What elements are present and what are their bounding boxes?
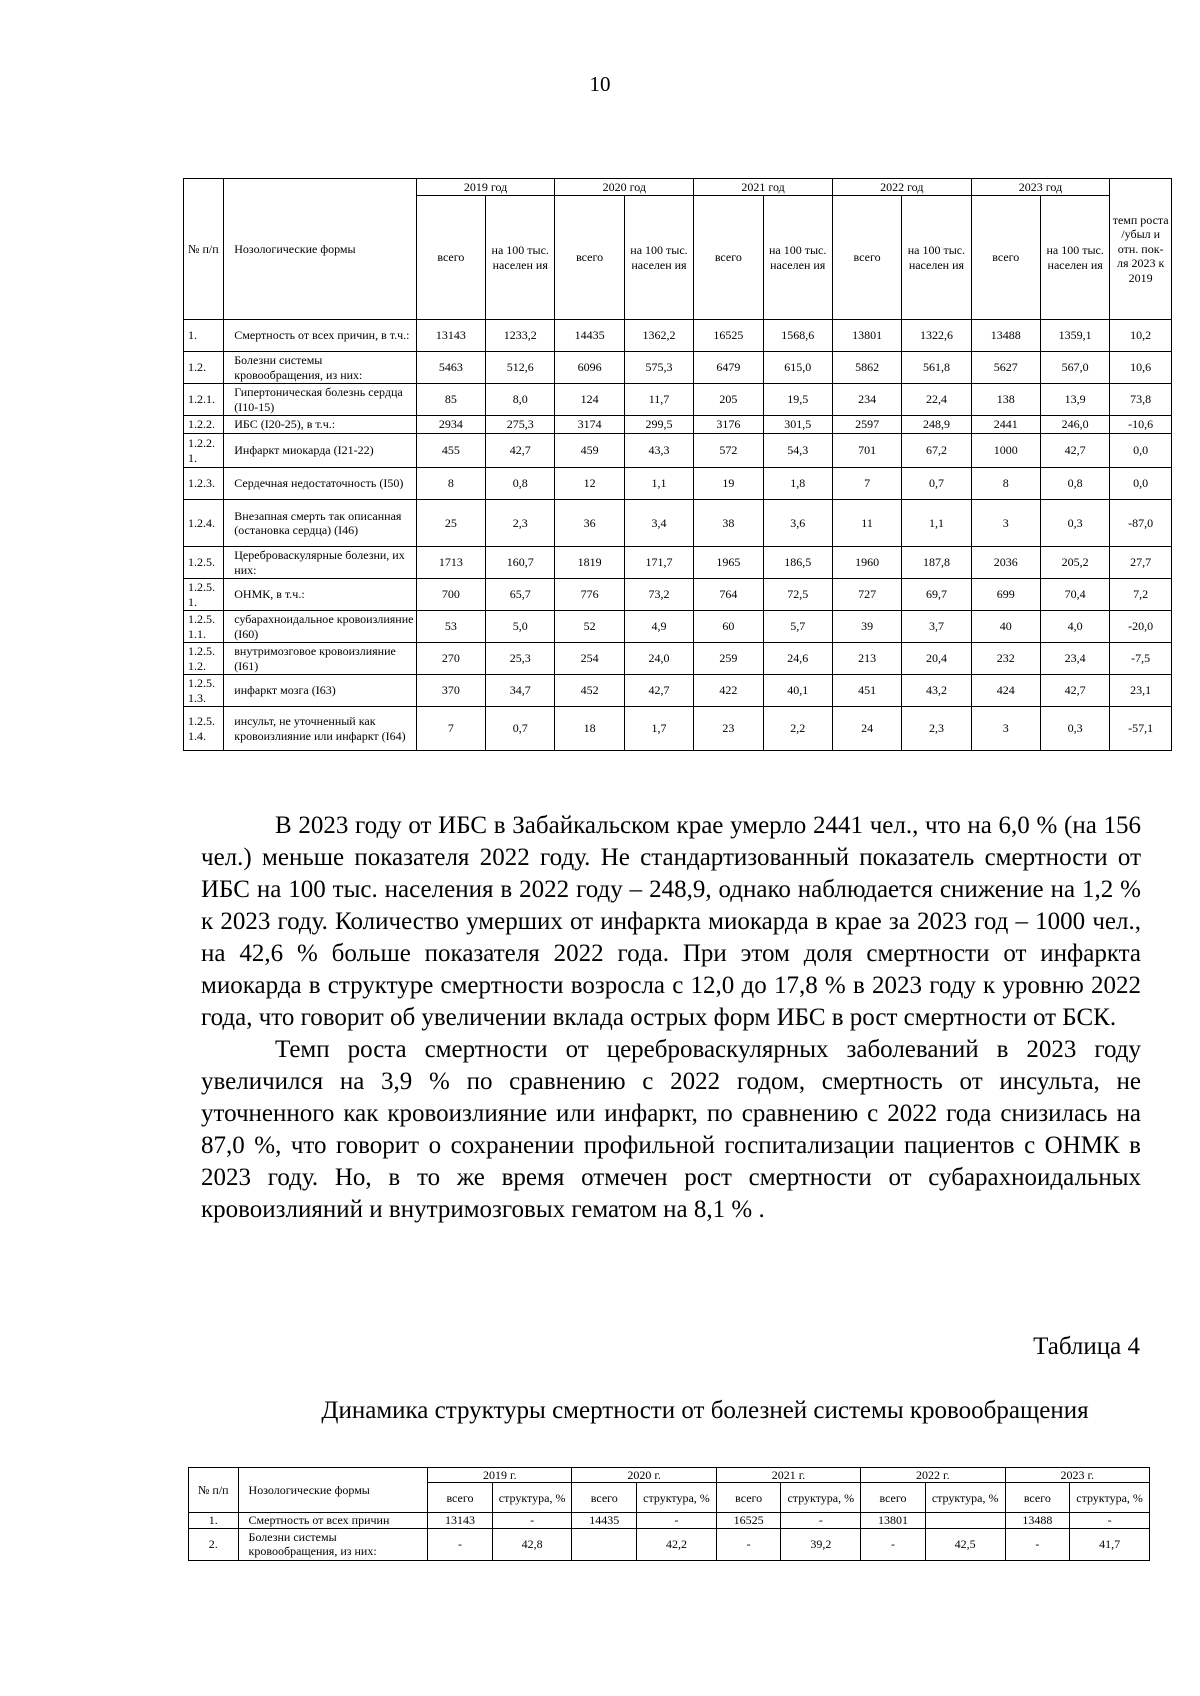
row-value: 0,8	[1040, 468, 1109, 500]
row-value: 575,3	[624, 352, 693, 384]
mortality-table	[183, 178, 1172, 751]
structure-table	[188, 1467, 1150, 1561]
header-total: всего	[694, 196, 763, 320]
row-name: Болезни системы кровообращения, из них:	[238, 1528, 428, 1560]
row-value: 452	[555, 675, 624, 707]
row-value: 171,7	[624, 547, 693, 579]
paragraph: Темп роста смертности от цереброваскулярных заболеваний в 2023 году увеличился на 3,9 % по сравнению с 2022 годом, смертность от инсульта, не уточненного как кровоизлияние или инфаркт, по сравнению с 2022 года снизилась на 87,0 %, что говорит о сохранении профильной госпитализации пациентов с ОНМК в 2023 году. Но, в то же время отмечен рост смертности от субарахноидальных кровоизлияний и внутримозговых гематом на 8,1 % .	[201, 1036, 1141, 1223]
row-value: 70,4	[1040, 579, 1109, 611]
header-year: 2022 год	[832, 179, 971, 196]
header-per100k: на 100 тыс. населен ия	[1040, 196, 1109, 320]
row-value: 4,0	[1040, 611, 1109, 643]
row-value: 2,3	[902, 707, 971, 751]
header-structure: структура, %	[637, 1483, 717, 1513]
table-row	[184, 416, 1172, 434]
row-value: 5862	[832, 352, 901, 384]
table-row	[184, 611, 1172, 643]
row-value: 0,7	[486, 707, 555, 751]
row-value: 2,3	[486, 500, 555, 547]
row-name: Цереброваскулярные болезни, их них:	[224, 547, 416, 579]
header-structure: структура, %	[1070, 1483, 1150, 1513]
header-year: 2019 год	[416, 179, 555, 196]
row-value: 1568,6	[763, 320, 832, 352]
row-value: -57,1	[1110, 707, 1172, 751]
row-value: 13488	[971, 320, 1040, 352]
row-value: -	[637, 1513, 717, 1528]
row-value: 40	[971, 611, 1040, 643]
header-year: 2023 г.	[1005, 1468, 1149, 1483]
table-row	[184, 643, 1172, 675]
table-row	[184, 320, 1172, 352]
row-value: 459	[555, 434, 624, 468]
table-caption: Таблица 4	[1033, 1333, 1140, 1360]
row-value: 42,7	[624, 675, 693, 707]
row-value: 205	[694, 384, 763, 416]
row-value: 0,7	[902, 468, 971, 500]
row-value: -	[861, 1528, 926, 1560]
row-value: 124	[555, 384, 624, 416]
header-name: Нозологические формы	[224, 179, 416, 320]
row-value: 561,8	[902, 352, 971, 384]
row-value	[572, 1528, 637, 1560]
row-value: 24	[832, 707, 901, 751]
row-value: 3,7	[902, 611, 971, 643]
header-year: 2020 год	[555, 179, 694, 196]
row-value: -	[492, 1513, 572, 1528]
row-value: 38	[694, 500, 763, 547]
header-per100k: на 100 тыс. населен ия	[624, 196, 693, 320]
row-value: 0,0	[1110, 434, 1172, 468]
row-value: 13,9	[1040, 384, 1109, 416]
header-rate: темп роста /убыл и отн. пок-ля 2023 к 2019	[1110, 179, 1172, 320]
body-text	[201, 810, 1141, 1226]
table-row	[184, 675, 1172, 707]
row-value: 11,7	[624, 384, 693, 416]
row-value: 14435	[572, 1513, 637, 1528]
row-value: 41,7	[1070, 1528, 1150, 1560]
header-total: всего	[832, 196, 901, 320]
header-year: 2023 год	[971, 179, 1110, 196]
page-number: 10	[589, 72, 611, 96]
row-value: 248,9	[902, 416, 971, 434]
row-number: 1.	[184, 320, 224, 352]
row-value: 422	[694, 675, 763, 707]
header-total: всего	[861, 1483, 926, 1513]
row-value: 22,4	[902, 384, 971, 416]
row-value: 19	[694, 468, 763, 500]
row-value: 72,5	[763, 579, 832, 611]
row-value: 2036	[971, 547, 1040, 579]
row-value: 275,3	[486, 416, 555, 434]
header-structure: структура, %	[925, 1483, 1005, 1513]
row-value: 259	[694, 643, 763, 675]
row-number: 1.2.2. 1.	[184, 434, 224, 468]
header-year: 2020 г.	[572, 1468, 716, 1483]
row-value: 16525	[716, 1513, 781, 1528]
row-number: 1.2.5.	[184, 547, 224, 579]
row-value: 3	[971, 500, 1040, 547]
row-value: 65,7	[486, 579, 555, 611]
header-total: всего	[416, 196, 485, 320]
row-value: 299,5	[624, 416, 693, 434]
header-per100k: на 100 тыс. населен ия	[902, 196, 971, 320]
header-total: всего	[716, 1483, 781, 1513]
row-value: 52	[555, 611, 624, 643]
row-name: Сердечная недостаточность (I50)	[224, 468, 416, 500]
row-value: 25,3	[486, 643, 555, 675]
row-value: 19,5	[763, 384, 832, 416]
row-name: ИБС (I20-25), в т.ч.:	[224, 416, 416, 434]
row-value: 2597	[832, 416, 901, 434]
row-value: 39	[832, 611, 901, 643]
row-value: 2934	[416, 416, 485, 434]
row-number: 1.2.5. 1.2.	[184, 643, 224, 675]
header-total: всего	[428, 1483, 493, 1513]
row-name: инфаркт мозга (I63)	[224, 675, 416, 707]
row-value: 1965	[694, 547, 763, 579]
row-value: 24,0	[624, 643, 693, 675]
row-value: 14435	[555, 320, 624, 352]
row-value: 213	[832, 643, 901, 675]
row-value: 25	[416, 500, 485, 547]
row-value: 2,2	[763, 707, 832, 751]
row-number: 1.2.4.	[184, 500, 224, 547]
row-value: -	[781, 1513, 861, 1528]
row-name: субарахноидальное кровоизлияние (I60)	[224, 611, 416, 643]
header-per100k: на 100 тыс. населен ия	[486, 196, 555, 320]
row-value: 34,7	[486, 675, 555, 707]
row-value: 1000	[971, 434, 1040, 468]
row-value: 2441	[971, 416, 1040, 434]
row-value: -87,0	[1110, 500, 1172, 547]
row-number: 1.2.5. 1.1.	[184, 611, 224, 643]
row-value: 701	[832, 434, 901, 468]
table-row	[184, 547, 1172, 579]
header-name: Нозологические формы	[238, 1468, 428, 1513]
row-value: 27,7	[1110, 547, 1172, 579]
row-value: 5,0	[486, 611, 555, 643]
row-value: 1819	[555, 547, 624, 579]
row-name: Болезни системы кровообращения, из них:	[224, 352, 416, 384]
row-number: 1.2.5. 1.	[184, 579, 224, 611]
row-value: 3,6	[763, 500, 832, 547]
row-value: 13143	[428, 1513, 493, 1528]
header-total: всего	[971, 196, 1040, 320]
row-value: 0,0	[1110, 468, 1172, 500]
table-row	[184, 434, 1172, 468]
row-value: 0,3	[1040, 500, 1109, 547]
row-value: 23,4	[1040, 643, 1109, 675]
row-value: 186,5	[763, 547, 832, 579]
row-value: 39,2	[781, 1528, 861, 1560]
row-value: 1713	[416, 547, 485, 579]
row-value: 54,3	[763, 434, 832, 468]
row-value: 727	[832, 579, 901, 611]
row-value: 10,2	[1110, 320, 1172, 352]
row-value: -	[1070, 1513, 1150, 1528]
row-value: 455	[416, 434, 485, 468]
row-value: 42,8	[492, 1528, 572, 1560]
row-value: 11	[832, 500, 901, 547]
row-value: 42,7	[1040, 675, 1109, 707]
row-value: -20,0	[1110, 611, 1172, 643]
header-num: № п/п	[189, 1468, 239, 1513]
header-num: № п/п	[184, 179, 224, 320]
row-value: 7	[416, 707, 485, 751]
table-row	[184, 468, 1172, 500]
row-value: 234	[832, 384, 901, 416]
row-number: 1.2.2.	[184, 416, 224, 434]
row-number: 1.	[189, 1513, 239, 1528]
row-number: 1.2.5. 1.3.	[184, 675, 224, 707]
row-value: 1233,2	[486, 320, 555, 352]
table-row	[184, 500, 1172, 547]
header-total: всего	[1005, 1483, 1070, 1513]
row-value: 1362,2	[624, 320, 693, 352]
row-value: 232	[971, 643, 1040, 675]
row-value: 85	[416, 384, 485, 416]
row-value: 3	[971, 707, 1040, 751]
row-value: 6096	[555, 352, 624, 384]
row-value: 6479	[694, 352, 763, 384]
header-total: всего	[572, 1483, 637, 1513]
row-value: 567,0	[1040, 352, 1109, 384]
row-number: 2.	[189, 1528, 239, 1560]
row-value: 8	[416, 468, 485, 500]
row-value: 205,2	[1040, 547, 1109, 579]
table-row	[189, 1528, 1150, 1560]
row-value: -10,6	[1110, 416, 1172, 434]
row-value: 7	[832, 468, 901, 500]
row-value: 246,0	[1040, 416, 1109, 434]
row-number: 1.2.3.	[184, 468, 224, 500]
header-row	[184, 179, 1172, 196]
row-value: 60	[694, 611, 763, 643]
row-value: 370	[416, 675, 485, 707]
header-year: 2021 г.	[716, 1468, 860, 1483]
row-value: 1,1	[902, 500, 971, 547]
row-value: 3176	[694, 416, 763, 434]
header-row	[189, 1468, 1150, 1483]
row-value: 1,8	[763, 468, 832, 500]
row-value: 23,1	[1110, 675, 1172, 707]
paragraph: В 2023 году от ИБС в Забайкальском крае умерло 2441 чел., что на 6,0 % (на 156 чел.) меньше показателя 2022 году. Не стандартизованный показатель смертности от ИБС на 100 тыс. населения в 2022 году – 248,9, однако наблюдается снижение на 1,2 % к 2023 году. Количество умерших от инфаркта миокарда в крае за 2023 год – 1000 чел., на 42,6 % больше показателя 2022 года. При этом доля смертности от инфаркта миокарда в структуре смертности возросла с 12,0 до 17,8 % в 2023 году к уровню 2022 года, что говорит об увеличении вклада острых форм ИБС в рост смертности от БСК.	[201, 812, 1141, 1031]
row-value: 40,1	[763, 675, 832, 707]
row-value: 13801	[832, 320, 901, 352]
row-value: 8	[971, 468, 1040, 500]
row-value: 1359,1	[1040, 320, 1109, 352]
row-value: 764	[694, 579, 763, 611]
row-value: 3174	[555, 416, 624, 434]
row-number: 1.2.	[184, 352, 224, 384]
row-value: 69,7	[902, 579, 971, 611]
row-value: 187,8	[902, 547, 971, 579]
header-total: всего	[555, 196, 624, 320]
row-value: 424	[971, 675, 1040, 707]
row-value: 8,0	[486, 384, 555, 416]
row-value: 254	[555, 643, 624, 675]
row-value: 699	[971, 579, 1040, 611]
row-value: 0,8	[486, 468, 555, 500]
row-value: -7,5	[1110, 643, 1172, 675]
row-value: 270	[416, 643, 485, 675]
row-value: 301,5	[763, 416, 832, 434]
row-value: 73,2	[624, 579, 693, 611]
row-value: 13488	[1005, 1513, 1070, 1528]
row-value: 1,7	[624, 707, 693, 751]
row-value: 12	[555, 468, 624, 500]
row-value: 24,6	[763, 643, 832, 675]
row-value: -	[428, 1528, 493, 1560]
table-row	[184, 707, 1172, 751]
row-value: 67,2	[902, 434, 971, 468]
row-value: 53	[416, 611, 485, 643]
header-year: 2022 г.	[861, 1468, 1005, 1483]
row-value: 572	[694, 434, 763, 468]
row-value: 776	[555, 579, 624, 611]
row-value: 42,7	[486, 434, 555, 468]
row-value	[925, 1513, 1005, 1528]
row-value: 42,2	[637, 1528, 717, 1560]
row-value: 1960	[832, 547, 901, 579]
row-value: 42,7	[1040, 434, 1109, 468]
row-value: 16525	[694, 320, 763, 352]
row-value: 3,4	[624, 500, 693, 547]
row-value: 73,8	[1110, 384, 1172, 416]
header-year: 2021 год	[694, 179, 833, 196]
row-value: 615,0	[763, 352, 832, 384]
row-value: 5627	[971, 352, 1040, 384]
header-per100k: на 100 тыс. населен ия	[763, 196, 832, 320]
header-structure: структура, %	[492, 1483, 572, 1513]
row-value: 138	[971, 384, 1040, 416]
row-value: 160,7	[486, 547, 555, 579]
row-value: 1,1	[624, 468, 693, 500]
header-year: 2019 г.	[428, 1468, 572, 1483]
row-value: 1322,6	[902, 320, 971, 352]
table-row	[184, 384, 1172, 416]
row-number: 1.2.5. 1.4.	[184, 707, 224, 751]
row-value: 5463	[416, 352, 485, 384]
row-value: 18	[555, 707, 624, 751]
row-value: 43,2	[902, 675, 971, 707]
row-name: Внезапная смерть так описанная (остановка сердца) (I46)	[224, 500, 416, 547]
row-name: инсульт, не уточненный как кровоизлияние или инфаркт (I64)	[224, 707, 416, 751]
table-title: Динамика структуры смертности от болезней системы кровообращения	[321, 1397, 1089, 1424]
row-name: ОНМК, в т.ч.:	[224, 579, 416, 611]
row-value: 36	[555, 500, 624, 547]
row-value: 7,2	[1110, 579, 1172, 611]
table-row	[189, 1513, 1150, 1528]
header-structure: структура, %	[781, 1483, 861, 1513]
row-name: Смертность от всех причин	[238, 1513, 428, 1528]
row-value: 20,4	[902, 643, 971, 675]
row-name: Гипертоническая болезнь сердца (I10-15)	[224, 384, 416, 416]
table-row	[184, 352, 1172, 384]
row-value: 0,3	[1040, 707, 1109, 751]
row-value: 13801	[861, 1513, 926, 1528]
row-name: внутримозговое кровоизлияние (I61)	[224, 643, 416, 675]
row-name: Инфаркт миокарда (I21-22)	[224, 434, 416, 468]
row-value: -	[1005, 1528, 1070, 1560]
row-value: -	[716, 1528, 781, 1560]
row-value: 5,7	[763, 611, 832, 643]
row-value: 512,6	[486, 352, 555, 384]
row-name: Смертность от всех причин, в т.ч.:	[224, 320, 416, 352]
table-row	[184, 579, 1172, 611]
row-value: 451	[832, 675, 901, 707]
row-value: 13143	[416, 320, 485, 352]
row-value: 43,3	[624, 434, 693, 468]
row-value: 4,9	[624, 611, 693, 643]
row-value: 23	[694, 707, 763, 751]
row-value: 10,6	[1110, 352, 1172, 384]
row-value: 700	[416, 579, 485, 611]
row-number: 1.2.1.	[184, 384, 224, 416]
row-value: 42,5	[925, 1528, 1005, 1560]
